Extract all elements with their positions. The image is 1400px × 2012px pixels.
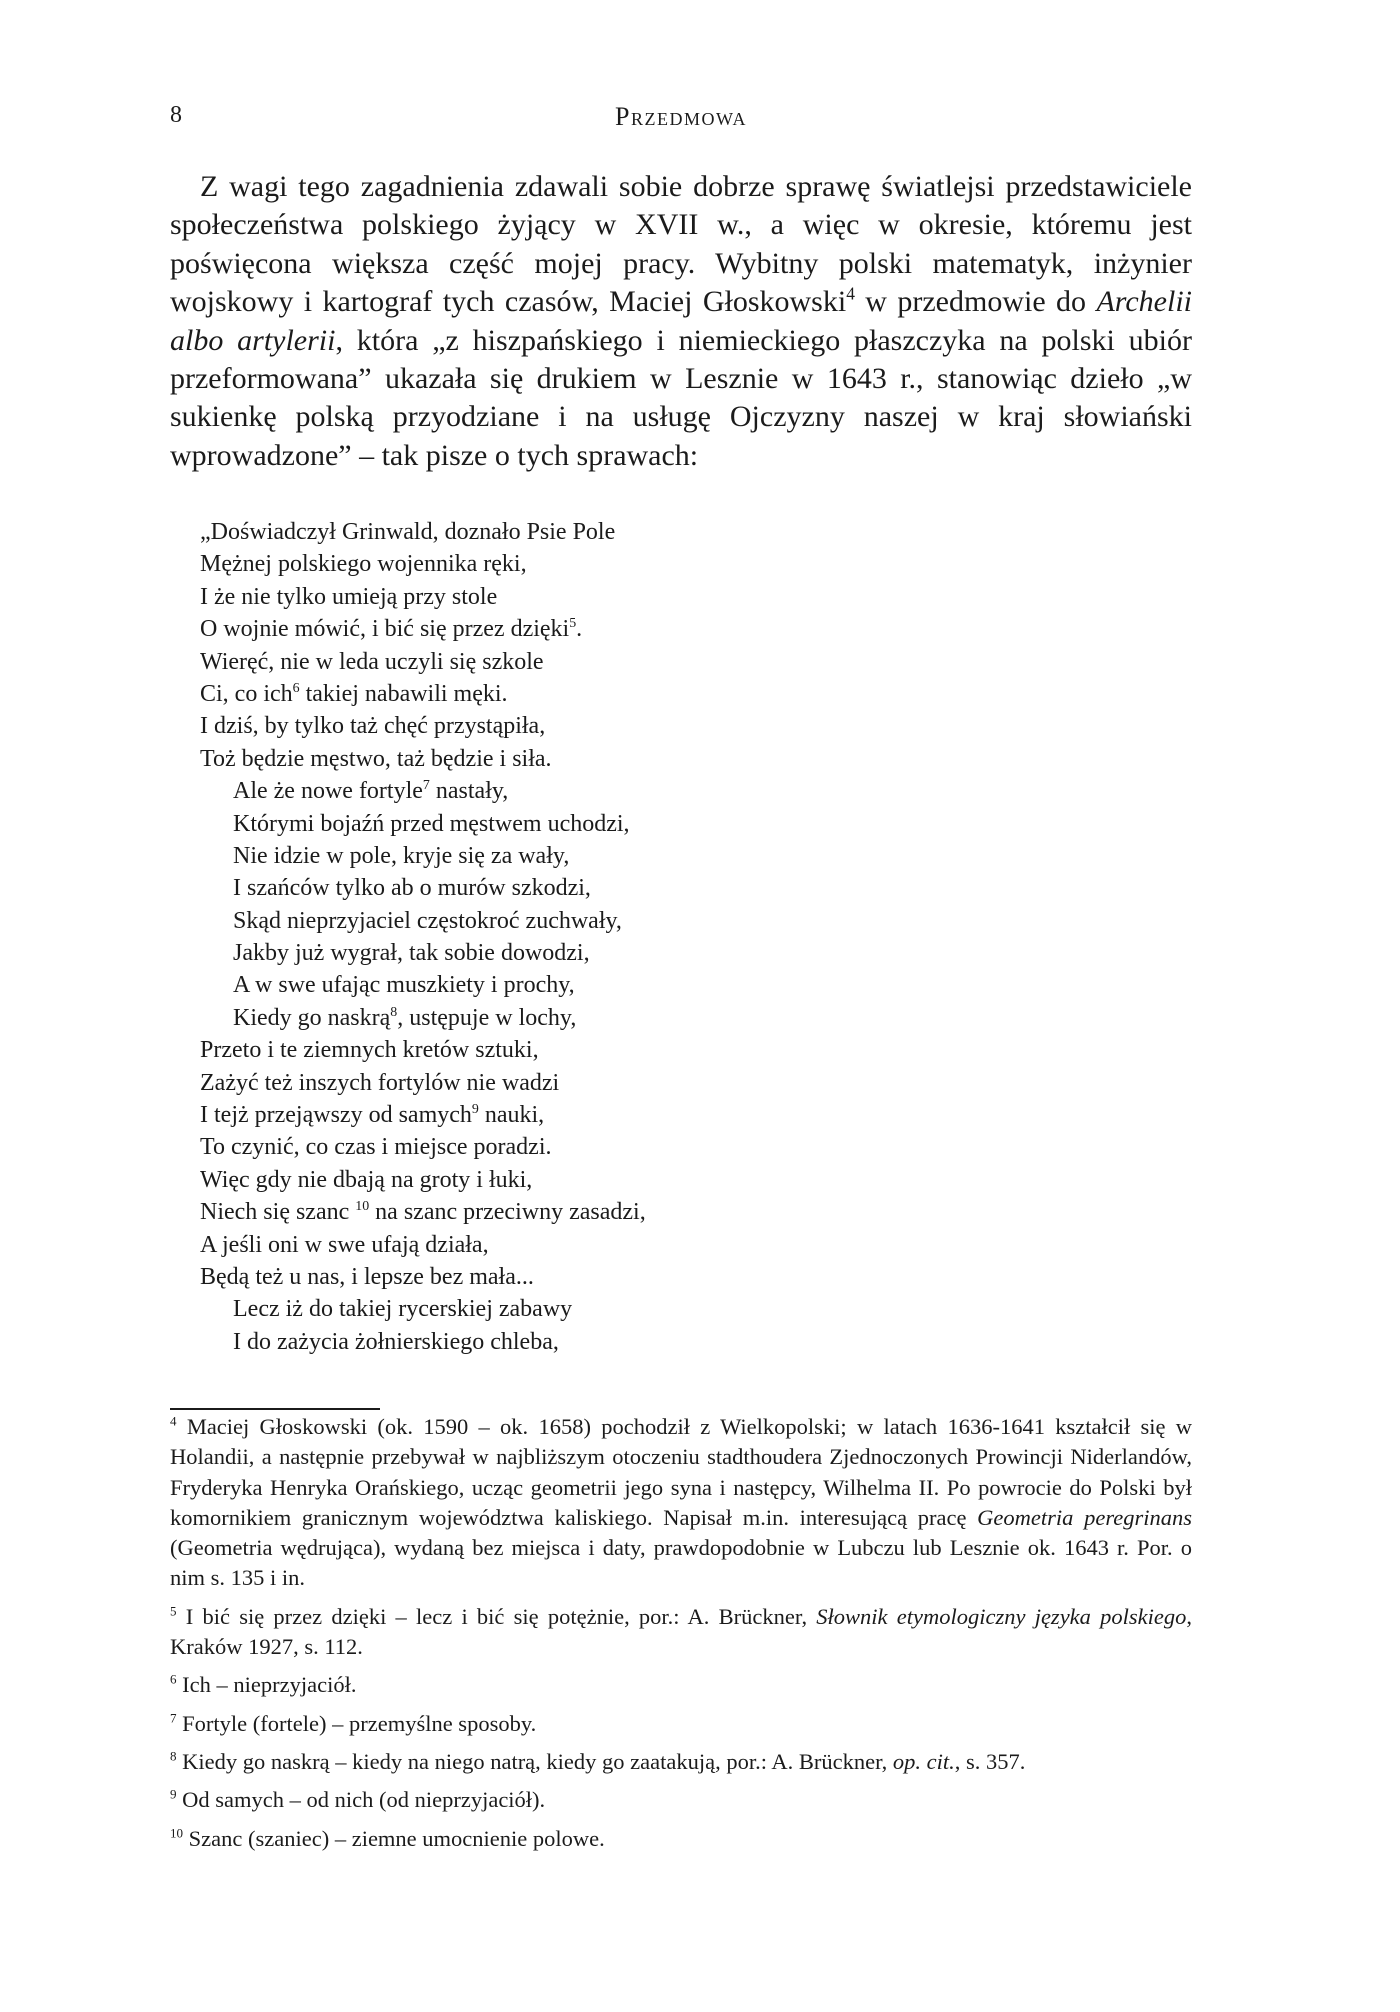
footnote-6 [170,1670,1192,1700]
footnote-4 [170,1412,1192,1594]
poem-line [200,969,1000,1001]
footnote-9 [170,1785,1192,1815]
footnote-text: Kiedy go naskrą – kiedy na niego natrą, kiedy go zaatakują, por.: A. Brückner, [182,1748,893,1774]
poem-line [200,1261,1000,1293]
poem-line-text: Będą też u nas, i lepsze bez mała... [200,1263,534,1290]
poem-line-text: I szańców tylko ab o murów szkodzi, [233,875,591,902]
poem-line [200,1099,1000,1131]
poem-line [200,743,1000,775]
intro-paragraph [170,168,1192,475]
poem-line-text: A jeśli oni w swe ufają działa, [200,1231,489,1258]
poem-line-text: I że nie tylko umieją przy stole [200,583,498,610]
footnote-text: Od samych – od nich (od nieprzyjaciół). [182,1787,546,1813]
footnote-ref-8[interactable]: 8 [390,1004,398,1020]
footnote-number: 10 [170,1825,184,1841]
footnote-text: Ich – nieprzyjaciół. [182,1672,357,1698]
footnote-ref-10[interactable]: 10 [355,1199,370,1215]
poem-line [200,646,1000,678]
poem-line [200,808,1000,840]
poem-line [200,872,1000,904]
poem-line-text: Nie idzie w pole, kryje się za wały, [233,842,570,869]
poem-line-text: I do zażycia żołnierskiego chleba, [233,1328,559,1355]
intro-text: w przedmowie do [854,285,1097,319]
footnote-divider [170,1408,380,1410]
page-header [170,102,1192,138]
poem-line-text: takiej nabawili męki. [299,680,508,707]
poem-quotation [200,516,1000,1358]
footnote-7 [170,1709,1192,1739]
footnote-number: 8 [170,1748,177,1764]
footnote-ref-6[interactable]: 6 [292,680,300,696]
poem-line [200,1002,1000,1034]
footnote-ref-4[interactable]: 4 [846,283,855,304]
poem-line-text: Skąd nieprzyjaciel częstokroć zuchwały, [233,907,622,934]
poem-line-text: , ustępuje w lochy, [397,1004,577,1031]
poem-line [200,1196,1000,1228]
poem-line-text: Toż będzie męstwo, taż będzie i siła. [200,745,552,772]
poem-line-text: Mężnej polskiego wojennika ręki, [200,551,527,578]
poem-line-text: Jakby już wygrał, tak sobie dowodzi, [233,940,590,967]
poem-line-text: Niech się szanc [200,1199,356,1226]
footnote-10 [170,1824,1192,1854]
poem-line-text: nauki, [478,1102,545,1129]
poem-line [200,1229,1000,1261]
intro-text: Z wagi tego zagadnienia zdawali sobie dobrze sprawę światlejsi przedstawiciele społeczeństwa polskiego żyjący w XVII w., a więc w okresie, któremu jest poświęcona większa część mojej pracy. Wybitny polski matematyk, inżynier wojskowy i kartograf tych czasów, Maciej Głoskowski [170,170,1192,319]
poem-line-text: O wojnie mówić, i bić się przez dzięki [200,616,570,643]
poem-line-text: Którymi bojaźń przed męstwem uchodzi, [233,810,630,837]
footnote-number: 7 [170,1710,177,1726]
book-title: Archelii albo artylerii [170,285,1192,357]
footnote-ref-7[interactable]: 7 [422,778,430,794]
footnote-text: Fortyle (fortele) – przemyślne sposoby. [182,1710,537,1736]
footnote-number: 4 [170,1413,177,1429]
poem-line-text: I tejż przejąwszy od samych [200,1102,472,1129]
poem-line-text: nastały, [429,778,509,805]
footnote-text: Maciej Głoskowski (ok. 1590 – ok. 1658) pochodził z Wielkopolski; w latach 1636-1641 kształcił się w Holandii, a następnie przebywał w najbliższym otoczeniu stadthoudera Zjednoczonych Prowincji Niderlandów, Fryderyka Henryka Orańskiego, ucząc geometrii jego syna i następcy, Wilhelma II. Po powrocie do Polski był komornikiem granicznym województwa kaliskiego. Napisał m.in. interesującą pracę [170,1414,1192,1530]
poem-line-text: Lecz iż do takiej rycerskiej zabawy [233,1296,573,1323]
page-number: 8 [170,102,182,128]
footnote-title: Geometria peregrinans [977,1504,1192,1530]
poem-line [200,1067,1000,1099]
poem-line-text: Przeto i te ziemnych kretów sztuki, [200,1037,539,1064]
poem-line-text: To czynić, co czas i miejsce poradzi. [200,1134,552,1161]
poem-line [200,1293,1000,1325]
poem-line [200,775,1000,807]
footnote-ref-5[interactable]: 5 [569,616,577,632]
poem-line-text: Ci, co ich [200,680,293,707]
poem-line [200,1131,1000,1163]
footnote-number: 6 [170,1671,177,1687]
poem-line-text: „Doświadczył Grinwald, doznało Psie Pole [200,519,616,545]
footnote-text: , Kraków 1927, s. 112. [170,1603,1192,1660]
poem-line [200,905,1000,937]
poem-line [200,1326,1000,1358]
poem-line [200,678,1000,710]
poem-line [200,1034,1000,1066]
footnote-number: 5 [170,1603,177,1619]
running-head: Przedmowa [615,102,747,131]
poem-line [200,516,1000,548]
poem-line [200,840,1000,872]
poem-line [200,548,1000,580]
poem-line-text: Zażyć też inszych fortylów nie wadzi [200,1069,560,1096]
poem-line [200,581,1000,613]
poem-line [200,613,1000,645]
footnote-text: Szanc (szaniec) – ziemne umocnienie polowe. [188,1825,605,1851]
footnote-text: (Geometria wędrująca), wydaną bez miejsca i daty, prawdopodobnie w Lubczu lub Lesznie ok. 1643 r. Por. o nim s. 135 i in. [170,1535,1192,1591]
poem-line-text: Więc gdy nie dbają na groty i łuki, [200,1166,533,1193]
poem-line-text: . [576,616,583,643]
poem-line [200,937,1000,969]
footnote-text: , s. 357. [954,1748,1026,1774]
footnote-5 [170,1602,1192,1663]
footnotes [170,1412,1192,1862]
footnote-title: Słownik etymologiczny języka polskiego [816,1603,1187,1629]
poem-line-text: Kiedy go naskrą [233,1004,391,1031]
footnote-text: I bić się przez dzięki – lecz i bić się potężnie, por.: A. Brückner, [185,1603,817,1629]
footnote-number: 9 [170,1786,177,1802]
poem-line-text: Ale że nowe fortyle [233,778,423,805]
poem-line-text: na szanc przeciwny zasadzi, [369,1199,646,1226]
poem-line [200,710,1000,742]
poem-line-text: I dziś, by tylko taż chęć przystąpiła, [200,713,546,740]
footnote-8 [170,1747,1192,1777]
footnote-title: op. cit. [892,1748,955,1774]
poem-line-text: Wieręć, nie w leda uczyli się szkole [200,648,544,675]
footnote-ref-9[interactable]: 9 [471,1101,479,1117]
poem-line-text: A w swe ufając muszkiety i prochy, [233,972,575,999]
intro-text: , która „z hiszpańskiego i niemieckiego płaszczyka na polski ubiór przeformowana” ukazała się drukiem w Lesznie w 1643 r., stanowiąc dzieło „w sukienkę polską przyodziane i na usługę Ojczyzny naszej w kraj słowiański wprowadzone” – tak pisze o tych sprawach: [170,323,1192,472]
poem-line [200,1164,1000,1196]
